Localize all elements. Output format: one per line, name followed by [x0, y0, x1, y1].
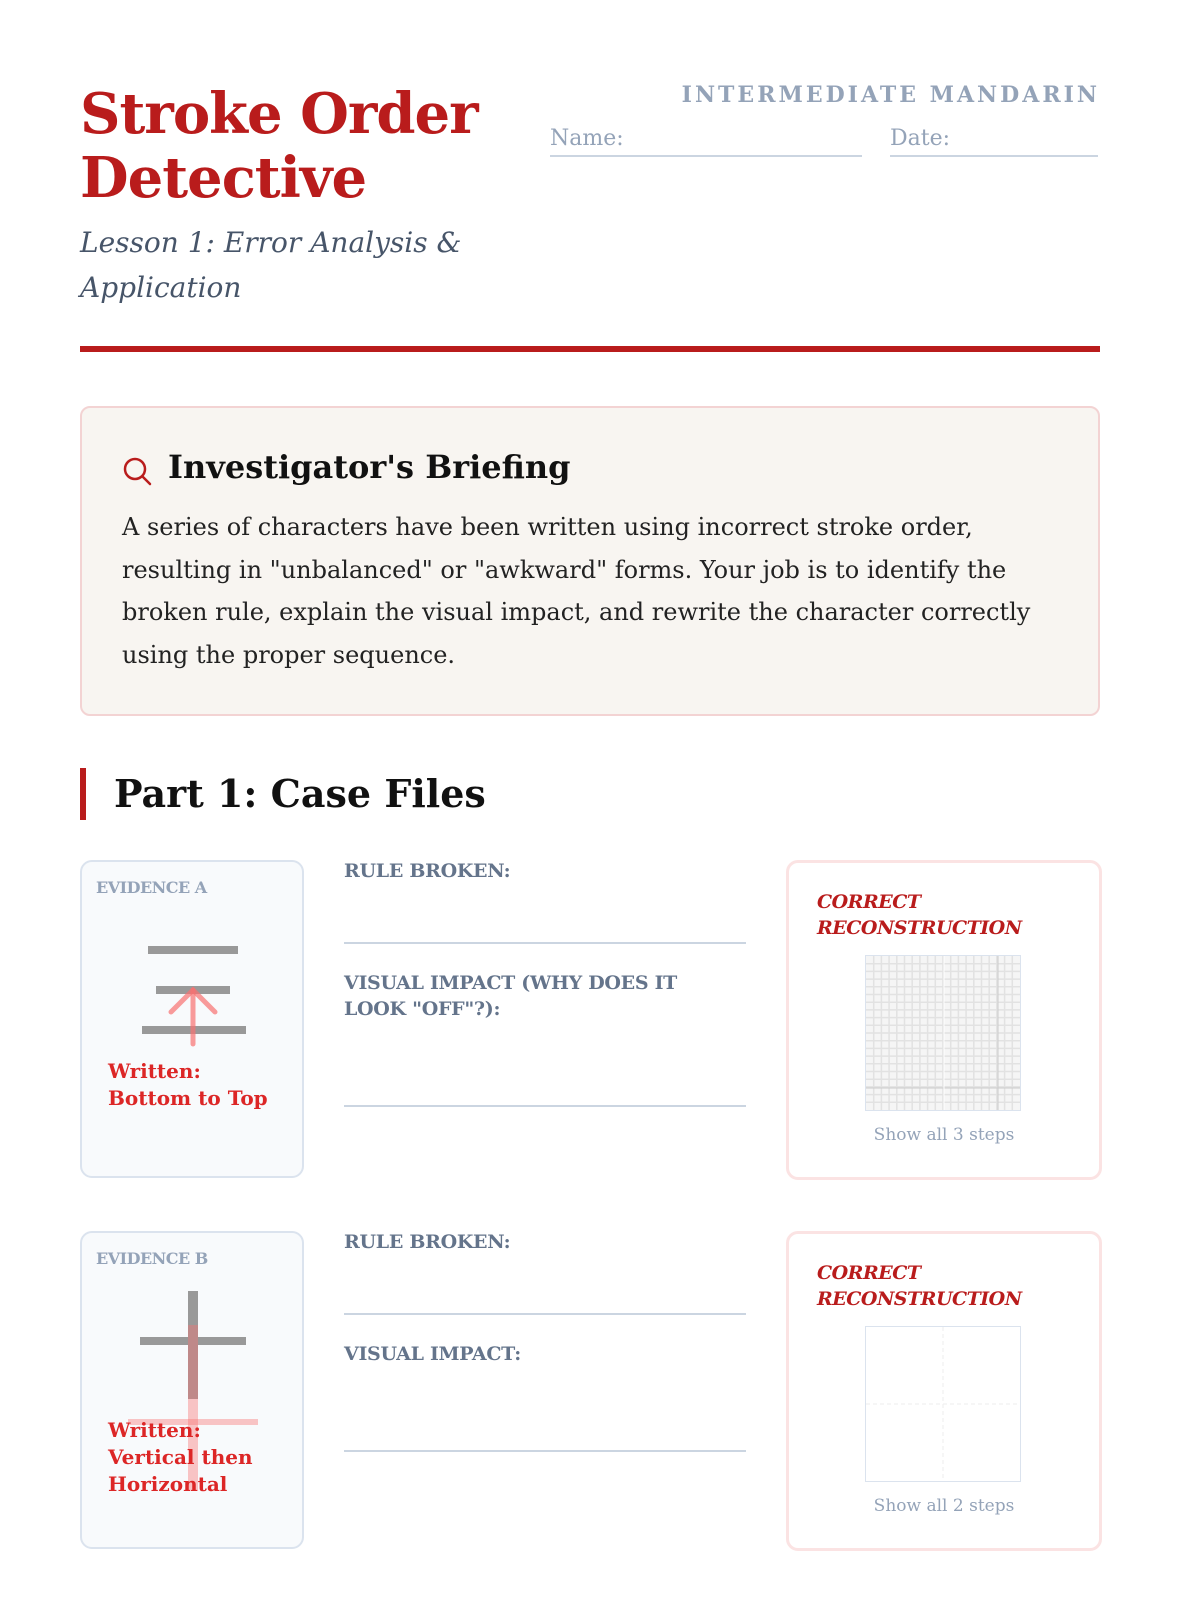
- evidence-card-a: [80, 860, 304, 1178]
- arrow-up-icon: [171, 990, 215, 1044]
- visual-impact-label: VISUAL IMPACT:: [344, 1343, 522, 1365]
- header-divider: [80, 346, 1100, 352]
- rule-broken-answer-line[interactable]: [344, 942, 746, 944]
- page-subtitle: Lesson 1: Error Analysis & Application: [80, 226, 462, 304]
- briefing-box: [80, 406, 1100, 716]
- reconstruction-title: CORRECT RECONSTRUCTION: [817, 1262, 1022, 1310]
- section-heading: Part 1: Case Files: [80, 768, 486, 820]
- date-field[interactable]: [890, 126, 1098, 157]
- name-label: Name:: [550, 126, 624, 151]
- visual-impact-answer-line[interactable]: [344, 1450, 746, 1452]
- reconstruction-title: CORRECT RECONSTRUCTION: [817, 891, 1022, 939]
- reconstruction-card-b: [786, 1231, 1102, 1551]
- reconstruction-card-a: [786, 860, 1102, 1180]
- briefing-title: Investigator's Briefing: [168, 448, 571, 486]
- course-level: INTERMEDIATE MANDARIN: [681, 82, 1100, 108]
- rule-broken-answer-line[interactable]: [344, 1313, 746, 1315]
- rule-broken-label: RULE BROKEN:: [344, 860, 511, 882]
- show-steps-link[interactable]: Show all 2 steps: [873, 1496, 1015, 1516]
- evidence-note: Written: Vertical then Horizontal: [108, 1418, 253, 1496]
- rule-broken-label: RULE BROKEN:: [344, 1231, 511, 1253]
- character-san-drawing: [82, 862, 302, 1176]
- evidence-label: EVIDENCE B: [96, 1249, 208, 1268]
- page-title: Stroke Order Detective: [80, 81, 478, 211]
- visual-impact-answer-line[interactable]: [344, 1105, 746, 1107]
- magnifier-icon: [122, 456, 152, 486]
- name-field[interactable]: [550, 126, 862, 157]
- briefing-text: A series of characters have been written using incorrect stroke order, resulting in "unbalanced" or "awkward" forms. Your job is to identify the broken rule, explain the visual impact, and rewrite the character correctly using the proper sequence.: [122, 513, 1031, 669]
- practice-grid[interactable]: [865, 1326, 1021, 1482]
- evidence-note: Written: Bottom to Top: [108, 1059, 268, 1110]
- visual-impact-label: VISUAL IMPACT (WHY DOES IT LOOK "OFF"?):: [344, 972, 678, 1020]
- show-steps-link[interactable]: Show all 3 steps: [873, 1125, 1015, 1145]
- practice-grid[interactable]: [865, 955, 1021, 1111]
- character-shi-drawing: [82, 1233, 302, 1547]
- evidence-label: EVIDENCE A: [96, 878, 207, 897]
- date-label: Date:: [890, 126, 951, 151]
- evidence-card-b: [80, 1231, 304, 1549]
- stroke-1: [148, 946, 238, 954]
